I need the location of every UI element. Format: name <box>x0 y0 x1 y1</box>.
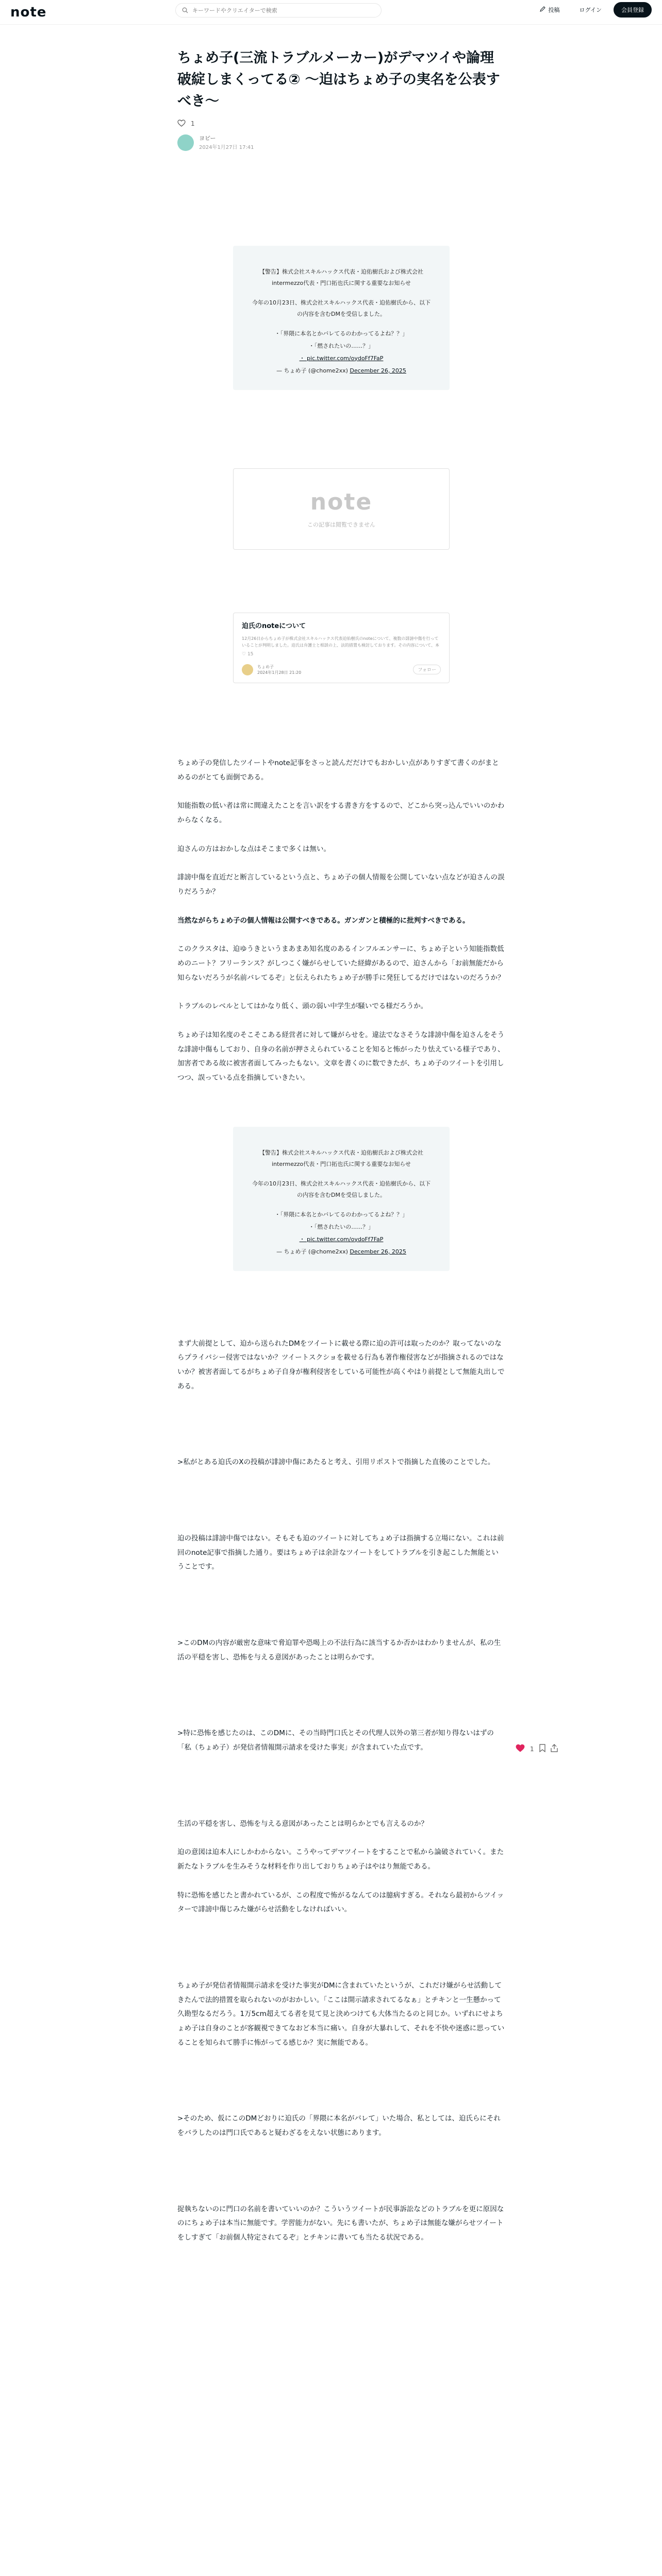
heart-icon[interactable] <box>516 1744 525 1754</box>
paragraph: 迫の投稿は誹謗中傷ではない。そもそも迫のツイートに対してちょめ子は指摘する立場にない。これは前回のnote記事で指摘した通り。要はちょめ子は余計なツイートをしてトラブルを引き起こした無能ということです。 <box>177 1534 504 1571</box>
like-count: 1 <box>191 120 195 128</box>
tweet-body: 今年の10月23日、株式会社スキルハックス代表・迫佑樹氏から、以下の内容を含むDMを受信しました。 <box>252 299 431 317</box>
note-logo[interactable]: note <box>10 4 47 20</box>
side-like-count: 1 <box>530 1745 534 1753</box>
tweet-author: — ちょめ子 (@chome2xx) <box>276 367 348 374</box>
paragraph: ちょめ子の発信したツイートやnote記事をさっと読んだだけでもおかしい点がありすぎて書くのがまとめるのがとても面倒である。 <box>177 758 499 782</box>
tweet-pic-link[interactable]: ・ pic.twitter.com/oydoFf7FaP <box>299 354 384 362</box>
paragraph: ちょめ子は知名度のそこそこある経営者に対して嫌がらせを。違法でなさそうな誹謗中傷を迫さんをそうな誹謗中傷もしており、自身の名前が押さえられていることを知ると怖がったり怯えている様子であり、加害者である故に被害者面してみったもない。文章を書くのに数できたが、ちょめ子のツイートを引用しつつ、誤っている点を指摘していきたい。 <box>177 1030 505 1082</box>
card-date: 2024年1月28日 21:20 <box>257 670 302 675</box>
post-label: 投稿 <box>548 7 560 13</box>
paragraph: 迫さんの方はおかしな点はそこまで多くは無い。 <box>177 844 330 853</box>
note-logo: note <box>310 489 373 516</box>
card-follow-button[interactable]: フォロー <box>413 665 441 674</box>
quote-paragraph: >このDMの内容が厳密な意味で脅迫罪や恐喝上の不法行為に該当するか否かはわかりませんが、私の生活の平穏を害し、恐怖を与える意図があったことは明らかです。 <box>177 1639 501 1662</box>
heart-icon[interactable] <box>177 120 186 128</box>
signup-button[interactable]: 会員登録 <box>614 2 652 18</box>
post-button[interactable] <box>532 2 568 18</box>
search-icon <box>182 6 188 15</box>
card-author-meta <box>257 664 301 675</box>
login-button[interactable]: ログイン <box>572 2 609 18</box>
paragraph: 特に恐怖を感じたと書かれているが、この程度で怖がるなんてのは臆病すぎる。それなら最初からツイッターで誹謗中傷じみた嫌がらせ活動をしなければいい。 <box>177 1891 504 1914</box>
pen-icon <box>540 6 545 13</box>
bookmark-icon[interactable] <box>539 1744 545 1754</box>
card-title[interactable]: 迫氏のnoteについて <box>242 622 306 630</box>
tweet-quote: ・「燃されたいの……？」 <box>308 1223 374 1230</box>
paragraph: トラブルのレベルとしてはかなり低く、頭の弱い中学生が騒いでる様だろうか。 <box>177 1002 428 1011</box>
like-row <box>177 120 505 128</box>
article-title: ちょめ子(三流トラブルメーカー)がデマツイや論理破綻しまくってる② 〜迫はちょめ子の実名を公表すべき〜 <box>177 50 500 109</box>
paragraph: 生活の平穏を害し、恐怖を与える意図があったことは明らかとでも言えるのか？ <box>177 1819 428 1828</box>
paragraph: 誹謗中傷を直近だと断言しているという点と、ちょめ子の個人情報を公開していない点などが迫さんの誤りだろうか？ <box>177 873 505 896</box>
paragraph: まず大前提として、迫から送られたDMをツイートに載せる際に迫の許可は取ったのか？取ってないのならプライバシー侵害ではないか？ツイートスクショを載せる行為も著作権侵害などが指摘されるのではないか？被害者面してるがちょめ子自身が権利侵害をしている可能性が高くやはり前提として無能丸出しである。 <box>177 1339 505 1391</box>
card-like-count: 15 <box>247 651 254 657</box>
article <box>177 47 505 2245</box>
card-author: ちょめ子 <box>257 664 274 669</box>
tweet-quote: ・「界隈に本名とかバレてるのわかってるよね？？」 <box>274 1211 408 1218</box>
author-name[interactable]: ヨビー <box>199 135 216 142</box>
tweet-author: — ちょめ子 (@chome2xx) <box>276 1248 348 1255</box>
paragraph: 捉執ちないのに門口の名前を書いていいのか？こういうツイートが民事訴訟などのトラブルを更に原因なのにちょめ子は本当に無能です。学習能力がない。先にも書いたが、ちょめ子は無能な嫌がらせツイートをしすぎて「お前個人特定されてるぞ」とチキンに書いても当たる状況である。 <box>177 2205 504 2242</box>
card-avatar <box>242 664 253 675</box>
quote-paragraph: >特に恐怖を感じたのは、このDMに、その当時門口氏とその代理人以外の第三者が知り得ないはずの「私（ちょめ子）が発信者情報開示請求を受けた事実」が含まれていた点です。 <box>177 1729 494 1752</box>
paragraph: このクラスタは、迫ゆうきというまあまあ知名度のあるインフルエンサーに、ちょめ子という知能指数低めのニート？フリーランス？がしつこく嫌がらせしていた経緯があるので、迫さんから「お前無能だから知らないだろうが名前バレてるぞ」と伝えられたちょめ子が勝手に発狂してるだけではないのだろうか？ <box>177 945 505 982</box>
header-actions <box>532 2 652 18</box>
card-footer <box>242 664 441 675</box>
author-info <box>177 134 505 151</box>
unavailable-message: この記事は閲覧できません <box>307 521 375 529</box>
tweet-quote: ・「燃されたいの……？」 <box>308 342 374 349</box>
tweet-quote: ・「界隈に本名とかバレてるのわかってるよね？？」 <box>274 330 408 337</box>
tweet-signature <box>252 365 431 377</box>
tweet-date-link[interactable]: December 26, 2025 <box>350 367 406 374</box>
card-excerpt: 12月26日からちょめ子が株式会社スキルハックス代表迫佑樹氏のnoteについて、複数の誹謗中傷を行っていることが判明しました。迫氏は弁護士と相談の上、法的措置も検討しております。その内容について、本 <box>242 636 440 648</box>
tweet-heading: 【警告】株式会社スキルハックス代表・迫佑樹氏および株式会社intermezzo代表・門口拓也氏に関する重要なお知らせ <box>259 1149 423 1167</box>
tweet-heading: 【警告】株式会社スキルハックス代表・迫佑樹氏および株式会社intermezzo代表・門口拓也氏に関する重要なお知らせ <box>259 268 423 286</box>
post-date: 2024年1月27日 17:41 <box>199 144 254 150</box>
quote-paragraph: >私がとある迫氏のXの投稿が誹謗中傷にあたると考え、引用リポストで指摘した直後のことでした。 <box>177 1458 495 1467</box>
embedded-tweet[interactable] <box>233 246 450 390</box>
card-like <box>242 652 441 657</box>
paragraph: ちょめ子が発信者情報開示請求を受けた事実がDMに含まれていたというが、これだけ嫌がらせ活動してきたんで法的措置を取られないのがおかしい。「ここは開示請求されてるなぁ」とチキンと一生懸かって久勘型なるだろう。1万5cm超えてる者を見て見と決めつけても大体当たるのと同じか。いずれにせよちょめ子は自身のことが客観視できてなおど本当に痛い。自身が大暴れして、それを不快や迷惑に思っていることを知られて勝手に怖がってる感じか？実に無能である。 <box>177 1981 505 2047</box>
tweet-date-link[interactable]: December 26, 2025 <box>350 1248 406 1255</box>
paragraph: 知能指数の低い者は常に間違えたことを言い訳をする書き方をするので、どこから突っ込んでいいのかわからなくなる。 <box>177 802 505 824</box>
search-input[interactable] <box>192 7 368 14</box>
site-header <box>0 0 662 25</box>
paragraph: 迫の意図は迫本人にしかわからない。こうやってデマツイートをすることで私から論破されていく。また新たなトラブルを生みそうな材料を作り出しておりちょめ子はやはり無能である。 <box>177 1848 504 1871</box>
share-icon[interactable] <box>551 1744 558 1754</box>
tweet-pic-link[interactable]: ・ pic.twitter.com/oydoFf7FaP <box>299 1235 384 1243</box>
quote-paragraph: >そのため、仮にこのDMどおりに迫氏の「界隈に本名がバレて」いた場合、私としては、迫氏らにそれをバラしたのは門口氏であると疑わざるをえない状態にあります。 <box>177 2114 501 2138</box>
search-box[interactable] <box>175 3 382 18</box>
floating-actions <box>516 1744 558 1754</box>
heart-icon: ♡ <box>242 651 246 657</box>
note-card-embed[interactable] <box>233 613 450 683</box>
avatar[interactable] <box>177 134 194 151</box>
tweet-signature <box>252 1246 431 1258</box>
unavailable-note-embed <box>233 468 450 550</box>
embedded-tweet[interactable] <box>233 1127 450 1271</box>
paragraph-bold: 当然ながらちょめ子の個人情報は公開すべきである。ガンガンと積極的に批判すべきである。 <box>177 916 470 925</box>
tweet-body: 今年の10月23日、株式会社スキルハックス代表・迫佑樹氏から、以下の内容を含むDMを受信しました。 <box>252 1180 431 1198</box>
